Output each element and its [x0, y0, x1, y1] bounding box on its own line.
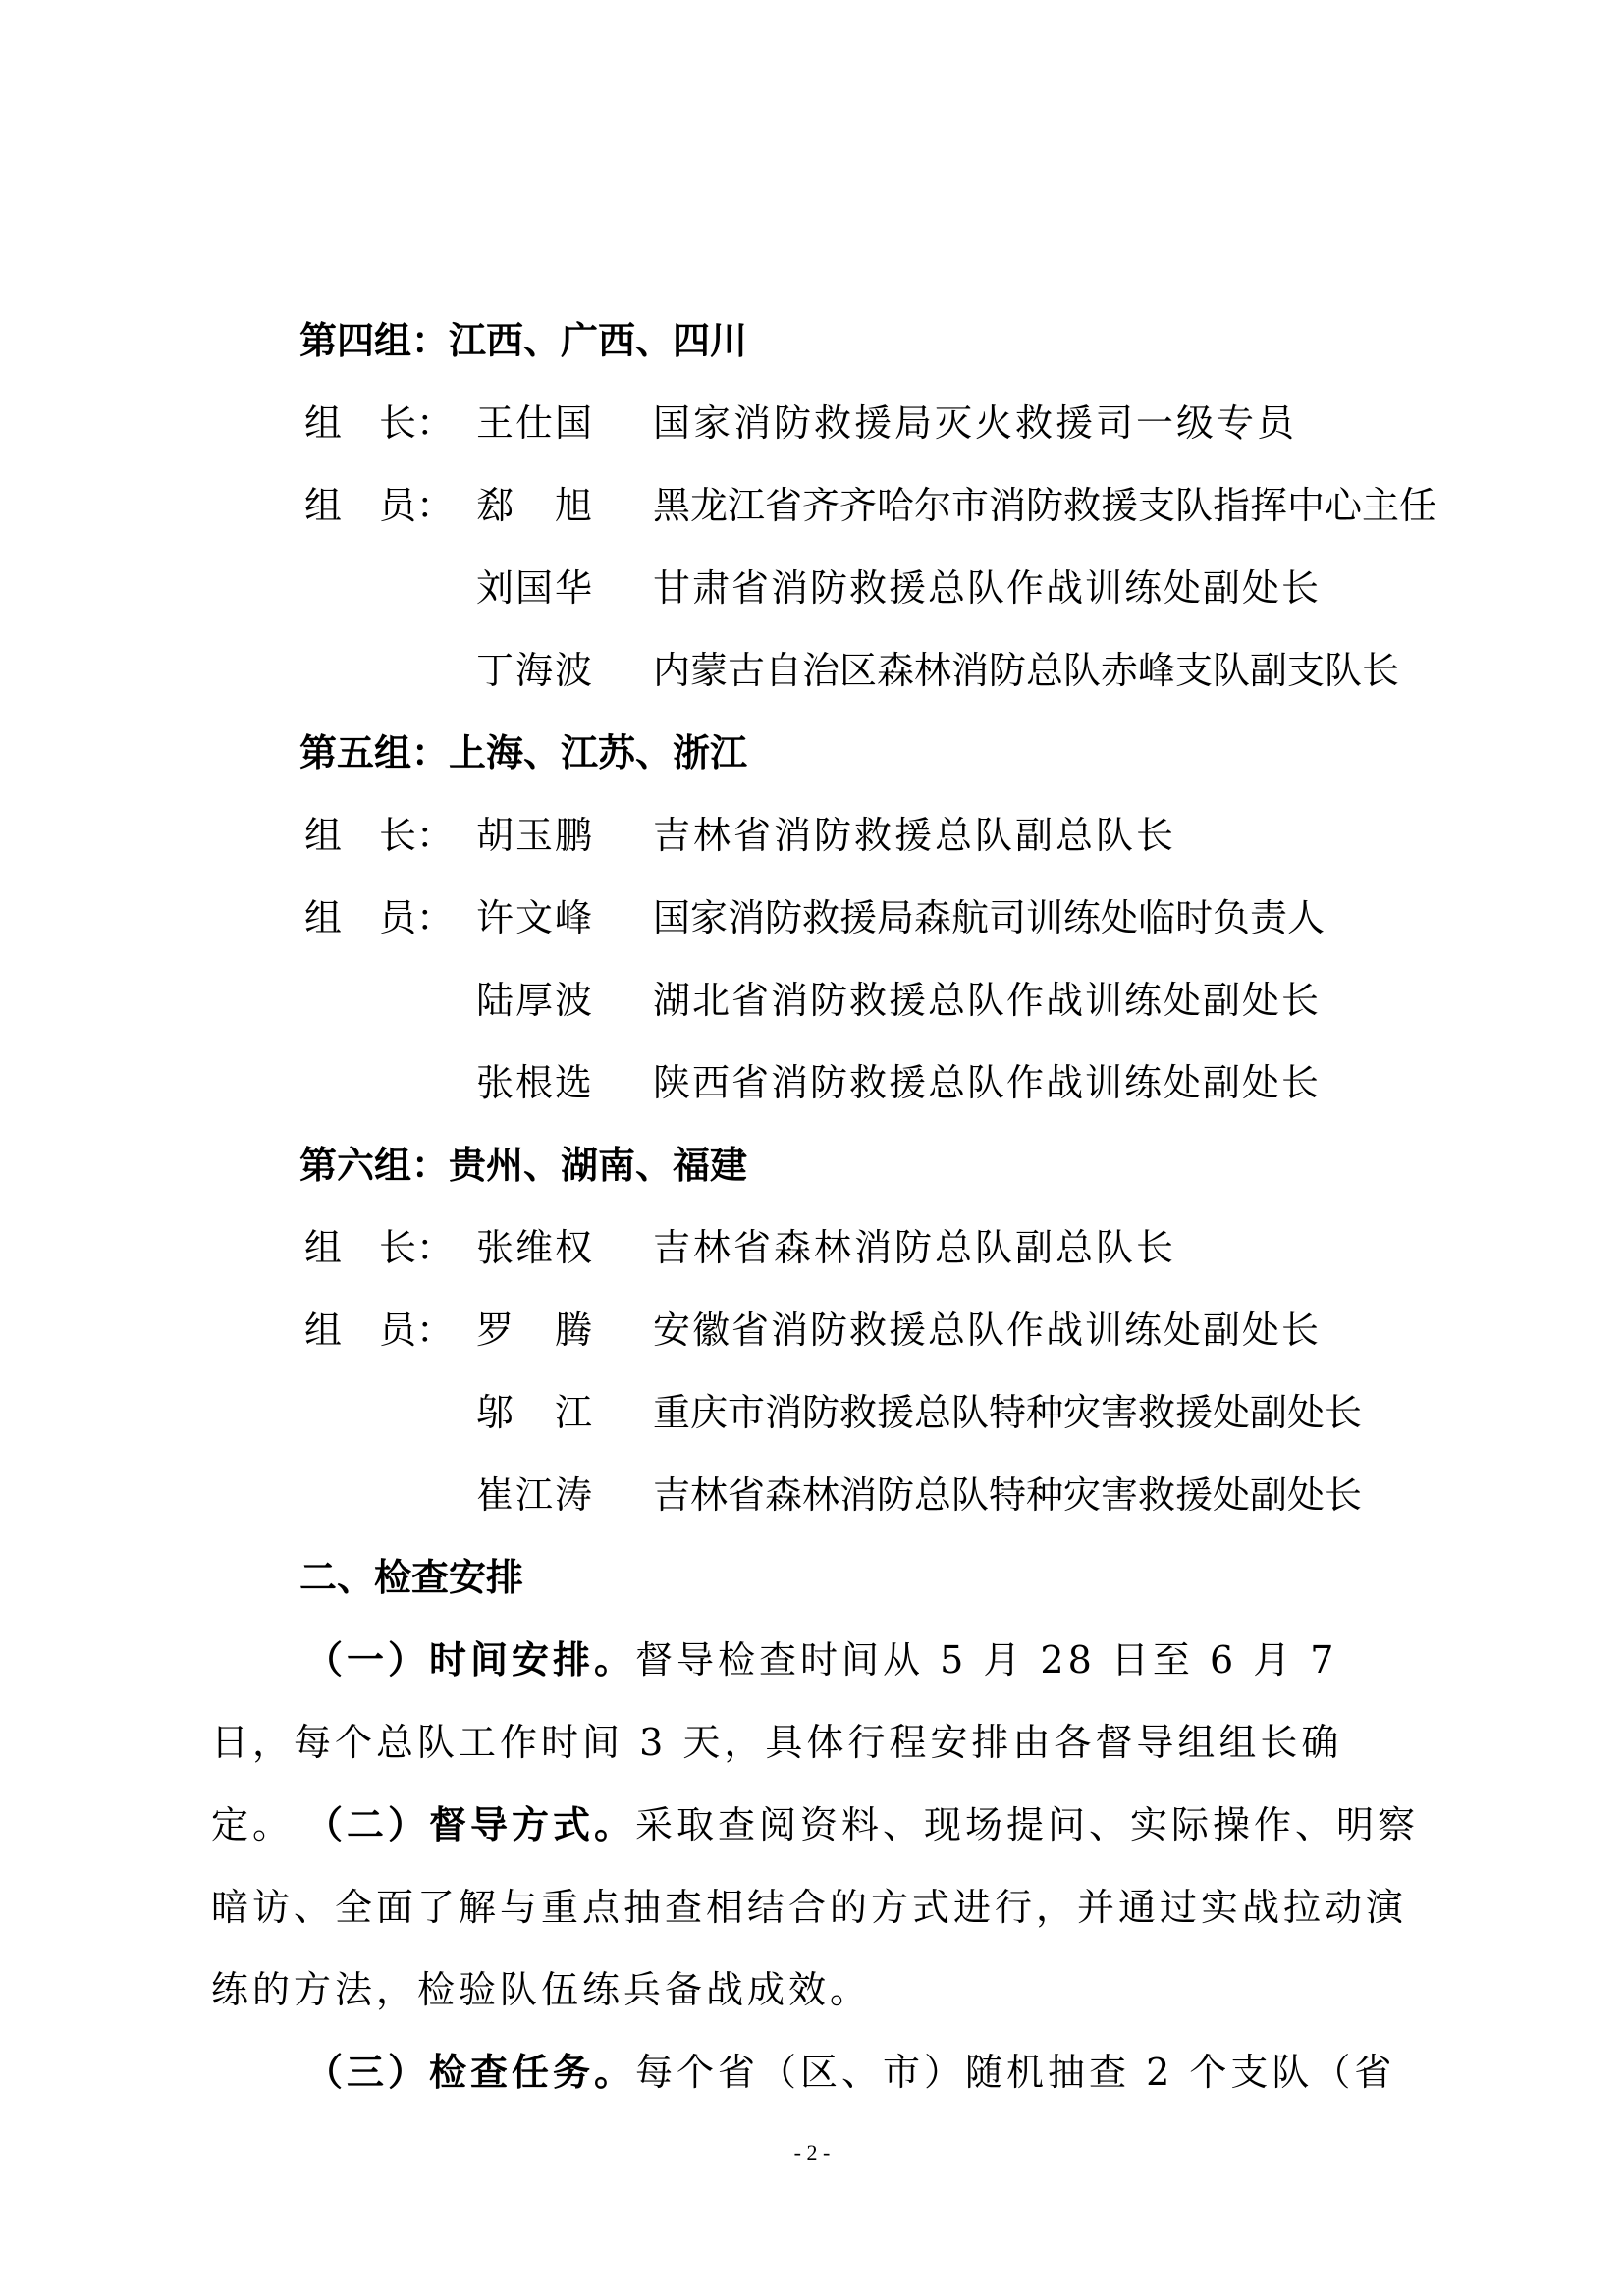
- group-6-leader-label: 组 长：: [304, 1226, 455, 1269]
- group-5-member-1-title: 国家消防救援局森航司训练处临时负责人: [653, 896, 1326, 939]
- paragraph-task-lead: （三）检查任务。: [305, 2050, 636, 2094]
- group-4-member-3-title: 内蒙古自治区森林消防总队赤峰支队副支队长: [653, 649, 1400, 692]
- group-6-leader-name: 张维权: [476, 1226, 595, 1269]
- group-4-leader-name: 王仕国: [476, 401, 595, 445]
- group-5-heading: 第五组：上海、江苏、浙江: [299, 730, 748, 774]
- group-4-heading: 第四组：江西、广西、四川: [299, 318, 748, 362]
- group-6-member-1-name: 罗 腾: [476, 1308, 595, 1352]
- group-6-member-3-name: 崔江涛: [476, 1473, 595, 1517]
- group-5-leader-title: 吉林省消防救援总队副总队长: [653, 814, 1177, 857]
- paragraph-method-lead: （二）督导方式。: [305, 1802, 636, 1846]
- group-6-heading: 第六组：贵州、湖南、福建: [299, 1143, 748, 1187]
- group-4-leader-label: 组 长：: [304, 401, 455, 445]
- group-4-member-2-name: 刘国华: [476, 566, 595, 610]
- group-6-member-1-title: 安徽省消防救援总队作战训练处副处长: [653, 1308, 1322, 1352]
- paragraph-task-body: 每个省（区、市）随机抽查 2 个支队（省: [635, 2051, 1396, 2094]
- paragraph-task: [211, 2031, 1425, 2113]
- group-6-members-label: 组 员：: [304, 1308, 455, 1352]
- group-5-leader-label: 组 长：: [304, 814, 455, 857]
- group-5-member-2-name: 陆厚波: [476, 979, 595, 1022]
- paragraph-method-body: 采取查阅资料、现场提问、实际操作、明察暗访、全面了解与重点抽查相结合的方式进行，并通过实战拉动演练的方法，检验队伍练兵备战成效。: [211, 1803, 1420, 2011]
- group-5-members-label: 组 员：: [304, 896, 455, 939]
- group-5-member-2-title: 湖北省消防救援总队作战训练处副处长: [653, 979, 1322, 1022]
- group-6-member-2-name: 邬 江: [476, 1391, 595, 1434]
- group-5-member-3-title: 陕西省消防救援总队作战训练处副处长: [653, 1061, 1322, 1104]
- group-5-leader-name: 胡玉鹏: [476, 814, 595, 857]
- page-number: - 2 -: [793, 2140, 831, 2164]
- group-6-member-3-title: 吉林省森林消防总队特种灾害救援处副处长: [653, 1473, 1363, 1517]
- group-4-member-1-title: 黑龙江省齐齐哈尔市消防救援支队指挥中心主任: [653, 484, 1437, 527]
- paragraph-method: [211, 1784, 1425, 2031]
- group-4-leader-title: 国家消防救援局灭火救援司一级专员: [653, 401, 1298, 445]
- group-4-member-2-title: 甘肃省消防救援总队作战训练处副处长: [653, 566, 1322, 610]
- group-6-member-2-title: 重庆市消防救援总队特种灾害救援处副处长: [653, 1391, 1363, 1434]
- group-4-member-3-name: 丁海波: [476, 649, 595, 692]
- paragraph-schedule-body: 督导检查时间从 5 月 28 日至 6 月 7 日，每个总队工作时间 3 天，具体行程安排由各督导组组长确定。: [211, 1638, 1343, 1846]
- group-4-member-1-name: 郄 旭: [476, 484, 595, 527]
- group-4-members-label: 组 员：: [304, 484, 455, 527]
- section-heading: 二、检查安排: [299, 1555, 524, 1599]
- group-5-member-1-name: 许文峰: [476, 896, 595, 939]
- paragraph-schedule-lead: （一）时间安排。: [305, 1637, 636, 1682]
- group-5-member-3-name: 张根选: [476, 1061, 595, 1104]
- group-6-leader-title: 吉林省森林消防总队副总队长: [653, 1226, 1177, 1269]
